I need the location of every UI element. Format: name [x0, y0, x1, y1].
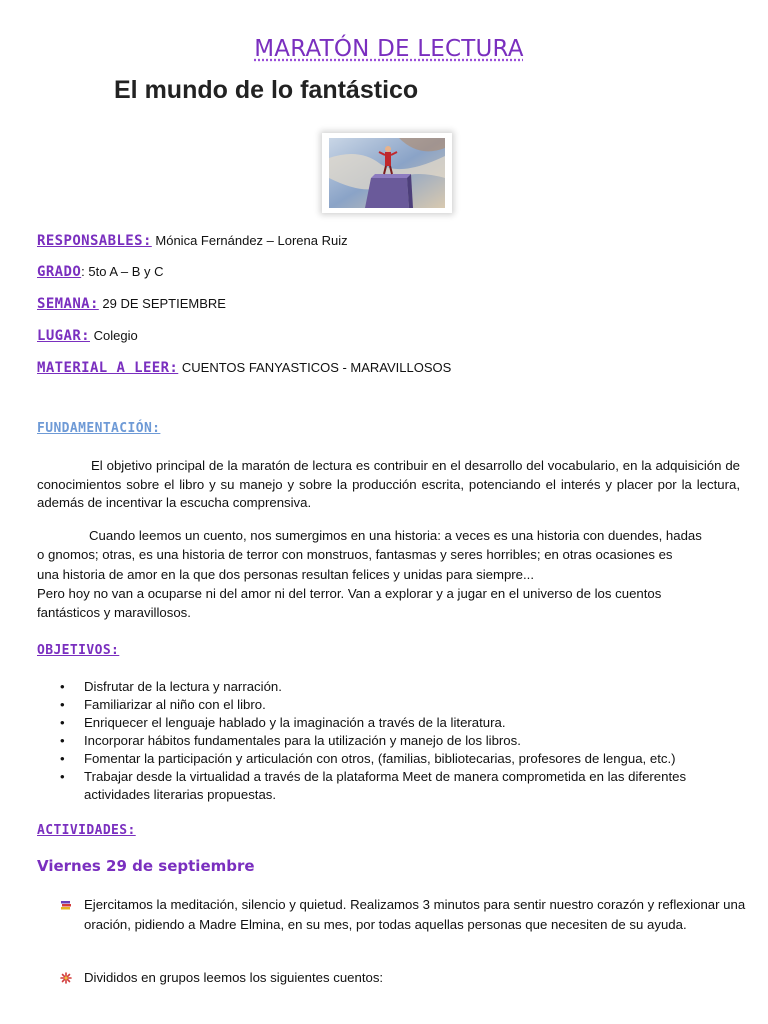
material-value: CUENTOS FANYASTICOS - MARAVILLOSOS [178, 360, 452, 375]
fundamentacion-heading: FUNDAMENTACIÓN: [37, 421, 161, 436]
field-responsables [37, 233, 348, 249]
fundamentacion-paragraph-2-line-3: una historia de amor en la que dos personas resultan felices y unidas para siempre... [37, 567, 535, 582]
activity-item-1 [60, 895, 768, 934]
document-title: MARATÓN DE LECTURA [254, 36, 524, 62]
objetivos-list [60, 678, 750, 804]
illustration-frame [322, 133, 452, 213]
activity-item-text: Ejercitamos la meditación, silencio y quietud. Realizamos 3 minutos para sentir nuestro corazón y reflexionar una oración, pidiendo a Madre Elmina, en su mes, por todas aquellas personas que necesiten de su ayuda. [84, 897, 746, 932]
semana-label: SEMANA: [37, 296, 99, 312]
fundamentacion-paragraph-2-line-2: o gnomos; otras, es una historia de terror con monstruos, fantasmas y seres horribles; en otras ocasiones es [37, 547, 673, 562]
list-item: • Fomentar la participación y articulación con otros, (familias, bibliotecarias, profesores de lengua, etc.) [60, 751, 676, 766]
field-material [37, 360, 451, 376]
activity-day-heading: Viernes 29 de septiembre [37, 857, 255, 875]
list-item: • Incorporar hábitos fundamentales para la utilización y manejo de los libros. [60, 733, 521, 748]
book-stack-bullet-icon [60, 897, 72, 917]
list-item: • Trabajar desde la virtualidad a través de la plataforma Meet de manera comprometida en las diferentes actividades literarias propuestas. [60, 769, 687, 802]
actividades-heading: ACTIVIDADES: [37, 823, 136, 838]
responsables-value: Mónica Fernández – Lorena Ruiz [151, 233, 348, 248]
grado-label: GRADO [37, 264, 82, 280]
list-item: • Familiarizar al niño con el libro. [60, 697, 266, 712]
semana-value: 29 DE SEPTIEMBRE [98, 296, 226, 311]
bullet-icon: • [60, 733, 65, 748]
bullet-icon: • [60, 751, 65, 766]
lugar-value: Colegio [89, 328, 138, 343]
material-label: MATERIAL A LEER: [37, 360, 179, 376]
bullet-icon: • [60, 679, 65, 694]
activity-item-2 [60, 968, 768, 988]
field-lugar [37, 328, 138, 344]
activity-item-text: Divididos en grupos leemos los siguientes cuentos: [84, 970, 384, 985]
document-subtitle: El mundo de lo fantástico [114, 76, 419, 104]
illustration-child-on-book-icon [329, 138, 445, 208]
field-semana [37, 296, 226, 312]
responsables-label: RESPONSABLES: [37, 233, 152, 249]
fundamentacion-paragraph-1: El objetivo principal de la maratón de lectura es contribuir en el desarrollo del vocabulario, en la adquisición de conocimientos sobre el libro y su manejo y sobre la producción escrita, potenciando el interés y placer por la lectura, además de incentivar la escucha comprensiva. [37, 458, 740, 510]
bullet-icon: • [60, 769, 65, 784]
bullet-icon: • [60, 697, 65, 712]
list-item: • Enriquecer el lenguaje hablado y la imaginación a través de la literatura. [60, 715, 506, 730]
list-item: • Disfrutar de la lectura y narración. [60, 679, 282, 694]
objetivos-heading: OBJETIVOS: [37, 643, 120, 658]
field-grado [37, 264, 164, 280]
lugar-label: LUGAR: [37, 328, 90, 344]
fundamentacion-paragraph-2-line-1: Cuando leemos un cuento, nos sumergimos en una historia: a veces es una historia con duendes, hadas [89, 528, 702, 543]
flower-bullet-icon [60, 970, 72, 990]
fundamentacion-paragraph-3: Pero hoy no van a ocuparse ni del amor ni del terror. Van a explorar y a jugar en el universo de los cuentos fantásticos y maravillosos. [37, 586, 662, 620]
grado-value: : 5to A – B y C [81, 264, 164, 279]
bullet-icon: • [60, 715, 65, 730]
